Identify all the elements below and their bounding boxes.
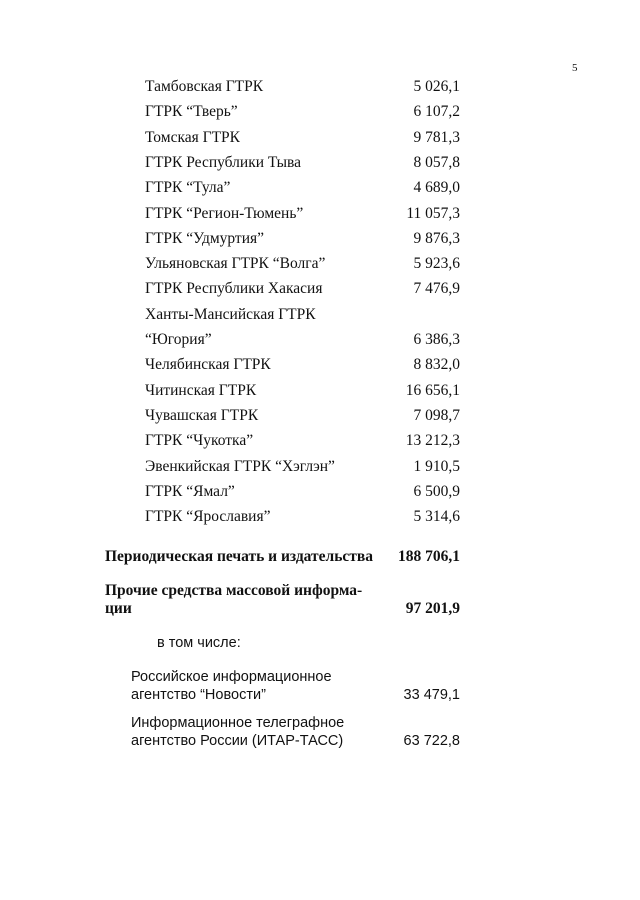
- station-value: 9 781,3: [413, 128, 460, 146]
- station-value: 7 098,7: [413, 406, 460, 424]
- station-name: ГТРК “Ярославия”: [145, 508, 271, 526]
- station-name: Чувашская ГТРК: [145, 406, 259, 424]
- station-name: ГТРК “Тверь”: [145, 103, 238, 121]
- station-value: 4 689,0: [413, 179, 460, 197]
- agency-1-name: Российское информационное: [131, 669, 332, 685]
- station-value: 6 500,9: [413, 482, 460, 500]
- agency-2-name: Информационное телеграфное: [131, 715, 345, 731]
- station-value: 5 923,6: [413, 255, 460, 273]
- station-name: ГТРК “Тула”: [145, 179, 231, 197]
- station-value: 5 026,1: [413, 78, 460, 95]
- including-label: в том числе:: [157, 635, 241, 651]
- station-value: 11 057,3: [406, 204, 460, 222]
- station-value: 6 386,3: [413, 331, 460, 348]
- station-name: “Югория”: [145, 331, 212, 348]
- station-value: 9 876,3: [413, 229, 460, 247]
- station-name: Челябинская ГТРК: [145, 356, 271, 374]
- agency-1-name-cont: агентство “Новости”: [131, 687, 266, 703]
- station-value: 7 476,9: [413, 280, 460, 298]
- page-number: 5: [572, 62, 578, 74]
- station-name: ГТРК Республики Тыва: [145, 153, 301, 171]
- station-name: ГТРК “Чукотка”: [145, 432, 254, 450]
- other-media-label: Прочие средства массовой информа-: [105, 582, 363, 599]
- other-media-label-cont: ции: [105, 600, 132, 617]
- station-value: 13 212,3: [405, 432, 460, 450]
- station-name: Эвенкийская ГТРК “Хэглэн”: [145, 457, 335, 475]
- agency-1-value: 33 479,1: [403, 687, 460, 703]
- station-name: Томская ГТРК: [145, 128, 241, 146]
- periodicals-label: Периодическая печать и издательства: [105, 548, 374, 565]
- station-name: Ульяновская ГТРК “Волга”: [145, 255, 326, 273]
- station-name: ГТРК Республики Хакасия: [145, 280, 323, 298]
- station-value: 16 656,1: [405, 381, 460, 399]
- station-value: 5 314,6: [413, 508, 460, 526]
- station-name: ГТРК “Регион-Тюмень”: [145, 204, 304, 222]
- station-value: 1 910,5: [413, 457, 460, 475]
- periodicals-value: 188 706,1: [398, 548, 460, 565]
- agency-2-value: 63 722,8: [403, 733, 460, 749]
- station-name: Тамбовская ГТРК: [145, 78, 264, 95]
- station-name: Ханты-Мансийская ГТРК: [145, 305, 316, 323]
- agency-2-name-cont: агентство России (ИТАР-ТАСС): [131, 733, 344, 749]
- station-value: 6 107,2: [413, 103, 460, 121]
- station-value: 8 057,8: [413, 153, 460, 171]
- station-name: Читинская ГТРК: [145, 381, 257, 399]
- station-value: 8 832,0: [413, 356, 460, 374]
- station-name: ГТРК “Удмуртия”: [145, 229, 265, 247]
- station-name: ГТРК “Ямал”: [145, 482, 235, 500]
- other-media-value: 97 201,9: [405, 600, 460, 617]
